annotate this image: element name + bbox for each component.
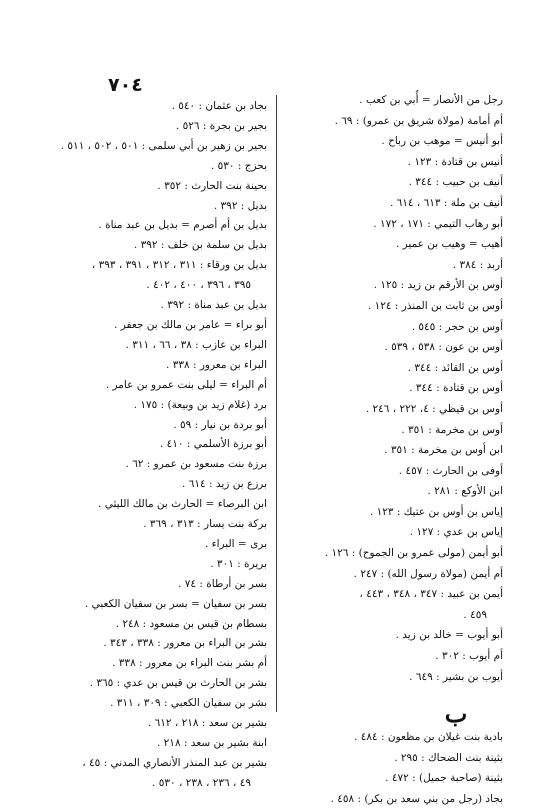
index-entry: بشر بن سفيان الكعبي : ٣٠٩ ، ٣١١ . — [110, 697, 267, 710]
index-entry: بديل بن ورقاء : ٣١١ ، ٣١٢ ، ٣٩١ ، ٣٩٣ ، — [91, 259, 267, 272]
index-entry: برزع بن زيد : ٦١٤ . — [182, 478, 267, 491]
page-number: ٧٠٤ — [108, 74, 143, 96]
index-entry: بثينة (صاحبة جميل) : ٤٧٢ . — [385, 772, 503, 785]
index-entry: إياس بن عدي : ١٢٧ . — [409, 526, 503, 539]
left-column — [35, 97, 267, 794]
index-entry: بجير بن بجرة : ٥٢٦ . — [175, 119, 267, 132]
index-entry: برى = البراء . — [204, 537, 267, 550]
index-entry: أبو أيمن (مولى عمرو بن الجموح) : ١٢٦ . — [324, 547, 503, 560]
index-entry: أيمن بن عبيد : ٣٤٧ ، ٣٤٨ ، ٤٤٣ ، — [359, 588, 503, 601]
index-entry: بجاد بن عثمان : ٥٤٠ . — [171, 100, 267, 112]
index-entry: أوس بن مخرمة : ٣٥١ . — [401, 423, 503, 436]
index-entry: بشر بن الحارث بن قيس بن عدي : ٣٦٥ . — [89, 677, 267, 690]
index-entry: ابنة بشير بن سعد : ٢١٨ . — [156, 737, 267, 749]
index-entry: أوس بن قتادة : ٣٤٤ . — [409, 382, 503, 395]
index-entry: ابن الأوكع : ٢٨١ . — [427, 485, 503, 498]
index-entry: أوس بن قيظي : ٤، ٢٢٢ ، ٢٤٦ . — [365, 402, 503, 415]
index-entry: أوفى بن الحارث : ٤٥٧ . — [398, 464, 503, 477]
index-entry: أبو براء = عامر بن مالك بن جعفر . — [114, 318, 267, 331]
index-entry: بجير بن زهير بن أبي سلمى : ٥٠١ ، ٥٠٢ ، ٥١١ . — [60, 139, 267, 152]
index-entry: ابن البرصاء = الحارث بن مالك الليثي . — [98, 498, 267, 511]
index-entry: بحزج : ٥٣٠ . — [210, 159, 267, 172]
index-entry: بشير بن سعد : ٢١٨ ، ٦١٢ . — [147, 717, 267, 730]
index-entry-continuation: ٤٩ ، ٢٣٦ ، ٢٣٨ ، ٥٣٠ . — [152, 776, 251, 789]
index-entry: بشر بن البراء بن معرور : ٣٣٨ ، ٣٤٣ . — [103, 637, 267, 650]
index-entry: البراء بن عازب : ٣٨ ، ٦٦ ، ٣١١ . — [125, 338, 267, 351]
index-entry: برزة بنت مسعود بن عمرو : ٦٢ . — [125, 458, 267, 471]
index-entry: أم بشر بنت البراء بن معرور : ٣٣٨ . — [112, 657, 267, 670]
index-entry: بثينة بنت الضحاك : ٢٩٥ . — [394, 751, 503, 764]
index-entry: بحينة بنت الحارث : ٣٥٢ . — [157, 179, 267, 192]
index-entry: أيوب بن بشير : ٦٤٩ . — [409, 670, 503, 683]
index-entry: بسطام بن قيس بن مسعود : ٢٤٨ . — [115, 617, 267, 630]
index-entry: بديل بن سلمة بن خلف : ٣٩٢ . — [133, 239, 267, 252]
index-entry: أنيف بن حبيب : ٣٤٤ . — [408, 176, 503, 189]
index-entry: بسر بن سفيان = بسر بن سفيان الكعبي . — [84, 597, 267, 610]
index-entry: أبو برزة الأسلمي : ٤١٠ . — [159, 438, 267, 451]
index-entry: أهيب = وهيب بن عمير . — [395, 238, 503, 251]
index-entry: أبو أنيس = موهب بن رباح . — [381, 135, 503, 148]
index-entry: إياس بن أوس بن عتيك : ١٢٣ . — [369, 505, 503, 518]
index-entry: أم أيمن (مولاة رسول الله) : ٢٤٧ . — [353, 567, 503, 580]
index-entry: البراء بن معرور : ٣٣٨ . — [166, 358, 267, 371]
index-entry: رجل من الأنصار = أُبي بن كعب . — [359, 94, 503, 106]
index-entry: بديل بن عبد مناة : ٣٩٢ . — [160, 299, 267, 312]
section-letter: ب — [444, 699, 468, 729]
index-entry: أبو رهاب التيمي : ١٧١ ، ١٧٢ . — [373, 217, 503, 230]
index-entry: أربد : ٣٨٤ . — [452, 258, 503, 271]
index-entry: بجاد (رجل من بني سعد بن بكر) : ٤٥٨ . — [330, 793, 503, 805]
index-entry: ابن أوس بن مخرمة : ٣٥١ . — [384, 444, 503, 457]
index-entry-continuation: ٤٥٩ . — [463, 608, 487, 621]
index-entry: بسر بن أرطاة : ٧٤ . — [178, 577, 267, 590]
index-entry: أوس بن عون : ٥٣٨ ، ٥٣٩ . — [384, 341, 503, 354]
index-entry: بريرة : ٣٠١ . — [210, 557, 267, 570]
index-entry: أنيس بن قتادة : ١٢٣ . — [407, 155, 503, 168]
index-entry: أنيف بن ملة : ٦١٣ ، ٦١٤ . — [389, 196, 503, 209]
index-entry: بديل : ٣٩٢ . — [213, 199, 267, 212]
index-entry: أم أيوب : ٣٠٢ . — [435, 650, 503, 663]
right-column — [289, 90, 503, 810]
column-divider — [276, 95, 277, 712]
index-entry: أبو أيوب = خالد بن زيد . — [395, 629, 503, 642]
index-entry: أوس بن حجر : ٥٤٥ . — [411, 320, 503, 333]
index-entry: بادية بنت غيلان بن مظعون : ٤٨٤ . — [354, 731, 503, 744]
index-entry: أوس بن الأرقم بن زيد : ١٢٥ . — [373, 279, 503, 292]
index-entry: أبو بردة بن نيار : ٥٩ . — [173, 418, 267, 431]
index-entry: بديل بن أم أصرم = بديل بن عبد مناة . — [98, 219, 267, 232]
index-entry-continuation: ٣٩٥ ، ٣٩٦ ، ٤٠٠ ، ٤٠٢ . — [146, 279, 251, 292]
index-entry: بشير بن عبد المنذر الأنصاري المدني : ٤٥ ، — [82, 756, 267, 769]
index-entry: أوس بن القائد : ٣٤٤ . — [407, 361, 503, 374]
index-entry: أوس بن ثابت بن المنذر : ١٢٤ . — [367, 299, 503, 312]
index-entry: أم أمامة (مولاة شريق بن عمرو) : ٦٩ . — [334, 114, 503, 127]
index-entry: أم البراء = ليلى بنت عمرو بن عامر . — [105, 378, 267, 391]
index-entry: بركة بنت يسار : ٣١٣ ، ٣٦٩ . — [143, 518, 267, 531]
index-entry: برد (غلام زيد بن وبيعة) : ١٧٥ . — [133, 398, 267, 411]
